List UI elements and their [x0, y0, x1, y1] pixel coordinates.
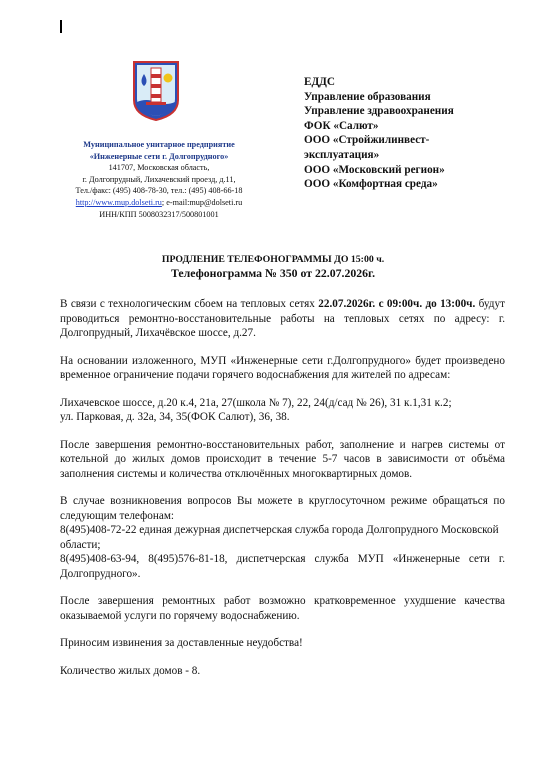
org-name-line-2: «Инженерные сети г. Долгопрудного» — [89, 151, 229, 161]
address-list-line-1: Лихачевское шоссе, д.20 к.4, 21а, 27(школа № 7), 22, 24(д/сад № 26), 31 к.1,31 к.2; — [60, 396, 452, 409]
org-inn: ИНН/КПП 5008032317/500801001 — [99, 209, 219, 219]
paragraph-contacts-intro: В случае возникновения вопросов Вы можете в круглосуточном режиме обращаться по следующим телефонам: — [60, 495, 505, 522]
org-contacts — [54, 197, 264, 209]
org-address-line-1: 141707, Московская область, — [108, 163, 210, 173]
org-address-line-2: г. Долгопрудный, Лихачевский проезд, д.11, — [82, 174, 236, 184]
addressee: Управление образования — [304, 90, 431, 103]
addressee: Управление здравоохранения — [304, 105, 454, 118]
organization-block — [54, 139, 264, 220]
paragraph-apology: Приносим извинения за доставленные неудобства! — [60, 637, 303, 649]
address-list-line-2: ул. Парковая, д. 32а, 34, 35(ФОК Салют), 36, 38. — [60, 411, 290, 423]
paragraph-recovery: После завершения ремонтно-восстановительных работ, заполнение и нагрев системы от котельной до жилых домов происходит в течение 5-7 часов в зависимости от объёма заполнения системы и количества отключённых многоквартирных домов. — [60, 438, 505, 480]
org-phones: Тел./факс: (495) 408-78-30, тел.: (495) 408-66-18 — [75, 186, 243, 196]
addressee: ЕДДС — [304, 76, 335, 88]
addressee: ООО «Стройжилинвест- — [304, 134, 430, 147]
work-time-period: 22.07.2026г. с 09:00ч. до 13:00ч. — [318, 298, 476, 310]
paragraph-incident — [60, 297, 505, 341]
contact-phone-edds: 8(495)408-72-22 единая дежурная диспетчерская служба города Долгопрудного Московской области; — [60, 524, 499, 551]
addressee-list — [304, 75, 454, 192]
contact-phone-mup: 8(495)408-63-94, 8(495)576-81-18, диспетчерская служба МУП «Инженерные сети г. Долгопрудного». — [60, 553, 505, 580]
paragraph-house-count: Количество жилых домов - 8. — [60, 664, 201, 677]
paragraph-restriction: На основании изложенного, МУП «Инженерные сети г.Долгопрудного» будет произведено временное ограничение подачи горячего водоснабжения для жителей по адресам: — [60, 354, 505, 381]
heading-extension: ПРОДЛЕНИЕ ТЕЛЕФОНОГРАММЫ ДО 15:00 ч. — [161, 254, 385, 265]
addressee: ФОК «Салют» — [304, 119, 379, 132]
text-cursor — [60, 20, 62, 33]
document-heading — [0, 253, 546, 280]
website-link[interactable]: http://www.mup.dolseti.ru — [75, 197, 162, 207]
coat-of-arms-logo-icon — [132, 60, 180, 122]
org-name-line-1: Муниципальное унитарное предприятие — [83, 140, 235, 149]
addressee: эксплуатация» — [304, 148, 380, 161]
paragraph-text: В связи с технологическим сбоем на тепловых сетях — [60, 298, 319, 310]
document-body — [60, 297, 505, 691]
addressee: ООО «Московский регион» — [304, 163, 445, 176]
addressee: ООО «Комфортная среда» — [304, 178, 438, 191]
paragraph-quality: После завершения ремонтных работ возможно кратковременное ухудшение качества оказываемой услуги по горячему водоснабжению. — [60, 595, 505, 622]
heading-telephonogram: Телефонограмма № 350 от 22.07.2026г. — [170, 266, 376, 280]
org-email: ; e-mail:mup@dolseti.ru — [161, 197, 243, 207]
paragraph-text: будут проводиться ремонтно-восстановительные работы на тепловых сетях по адресу: г. Долгопрудный, Лихачёвское шоссе, д.27. — [60, 298, 505, 339]
